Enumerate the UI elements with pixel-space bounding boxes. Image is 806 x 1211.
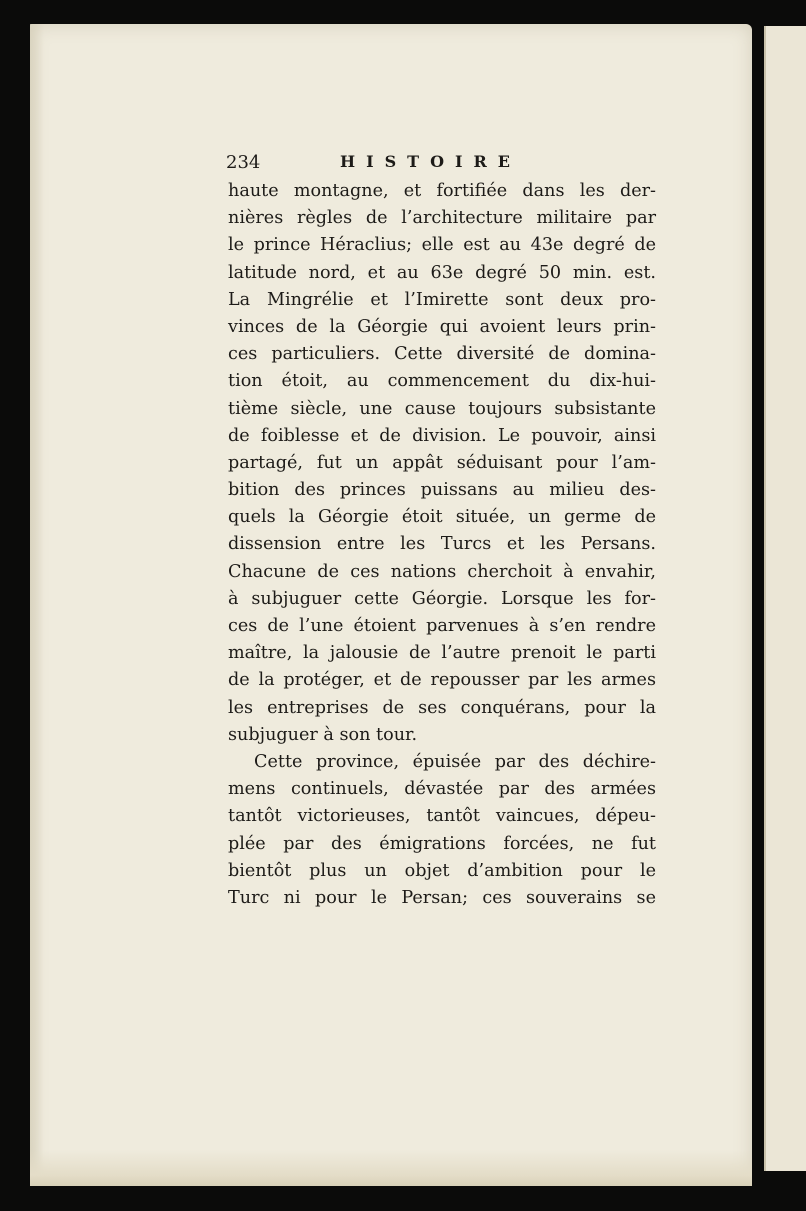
text-line: les entreprises de ses conquérans, pour la xyxy=(228,697,656,718)
adjacent-page-edge xyxy=(764,26,806,1171)
text-line: Chacune de ces nations cherchoit à envahir, xyxy=(228,561,656,582)
text-line: mens continuels, dévastée par des armées xyxy=(228,779,656,800)
text-line: de la protéger, et de repousser par les armes xyxy=(228,670,656,691)
text-line: bition des princes puissans au milieu des- xyxy=(228,480,656,501)
page-edge-shadow xyxy=(30,24,44,1184)
text-line: à subjuguer cette Géorgie. Lorsque les for- xyxy=(228,588,656,609)
paragraph-2 xyxy=(228,749,656,912)
text-line: dissension entre les Turcs et les Persans. xyxy=(228,534,656,555)
text-line: le prince Héraclius; elle est au 43e degré de xyxy=(228,235,656,256)
text-line: ces particuliers. Cette diversité de domina- xyxy=(228,344,656,365)
text-line: haute montagne, et fortifiée dans les der- xyxy=(228,181,656,201)
text-line: de foiblesse et de division. Le pouvoir, ainsi xyxy=(228,425,656,446)
text-block xyxy=(228,152,656,912)
text-line: quels la Géorgie étoit située, un germe de xyxy=(228,507,656,528)
text-line: nières règles de l’architecture militaire par xyxy=(228,208,656,229)
text-line: vinces de la Géorgie qui avoient leurs prin- xyxy=(228,316,656,337)
text-line: latitude nord, et au 63e degré 50 min. est. xyxy=(228,262,656,283)
text-line: tième siècle, une cause toujours subsistante xyxy=(228,398,656,419)
text-line: Turc ni pour le Persan; ces souverains se xyxy=(228,887,656,908)
text-line: Cette province, épuisée par des déchire- xyxy=(254,751,656,772)
deckled-bottom-edge xyxy=(30,1150,752,1186)
running-title: HISTOIRE xyxy=(340,152,521,171)
text-line: subjuguer à son tour. xyxy=(228,724,418,745)
paragraph-1 xyxy=(228,178,656,749)
text-line: tantôt victorieuses, tantôt vaincues, dépeu- xyxy=(228,806,656,827)
text-line: maître, la jalousie de l’autre prenoit le parti xyxy=(228,643,656,664)
text-line: plée par des émigrations forcées, ne fut xyxy=(228,833,656,854)
text-line: bientôt plus un objet d’ambition pour le xyxy=(228,860,656,881)
text-line: partagé, fut un appât séduisant pour l’am- xyxy=(228,452,656,473)
running-head xyxy=(228,152,656,178)
page-number: 234 xyxy=(226,152,261,173)
text-line: ces de l’une étoient parvenues à s’en rendre xyxy=(228,616,656,636)
text-line: La Mingrélie et l’Imirette sont deux pro- xyxy=(228,289,656,310)
text-line: tion étoit, au commencement du dix-hui- xyxy=(228,371,656,392)
